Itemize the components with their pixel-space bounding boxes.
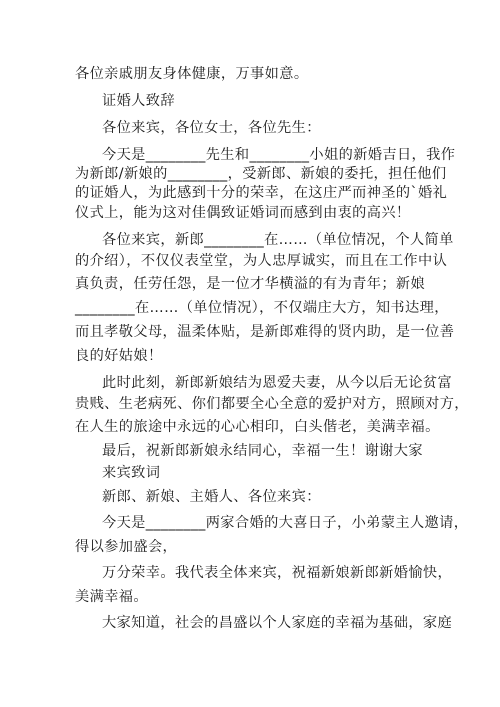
line-text: 万分荣幸。我代表全体来宾，祝福新娘新郎新婚愉快，	[102, 565, 453, 581]
line-text: 美满幸福。	[75, 589, 148, 605]
line-text: 今天是________两家合婚的大喜日子，小弟蒙主人邀请，	[102, 515, 469, 531]
text-line	[0, 251, 500, 271]
line-text: 各位来宾，各位女士，各位先生：	[102, 120, 321, 136]
line-text: 而且孝敬父母，温柔体贴，是新郎难得的贤内助，是一位善	[75, 324, 455, 340]
text-line	[0, 298, 500, 318]
line-text: 得以参加盛会，	[75, 539, 178, 555]
text-line	[0, 417, 500, 437]
text-line	[0, 487, 500, 507]
line-text: 在人生的旅途中永远的心心相印，白头偕老，美满幸福。	[75, 419, 440, 435]
text-line	[0, 613, 500, 633]
line-text: 来宾致词	[102, 465, 161, 481]
line-text: 大家知道，社会的昌盛以个人家庭的幸福为基础，家庭	[102, 615, 453, 631]
line-text: ________在……（单位情况），不仅端庄大方，知书达理，	[75, 300, 449, 316]
line-text: 各位来宾，新郎________在……（单位情况，个人简单	[102, 232, 454, 248]
text-line	[0, 203, 500, 223]
line-text: 证婚人致辞	[102, 93, 175, 109]
text-line	[0, 441, 500, 461]
line-text: 仪式上，能为这对佳偶致证婚词而感到由衷的高兴！	[75, 205, 411, 221]
line-text: 良的好姑娘！	[75, 348, 163, 364]
text-line	[0, 587, 500, 607]
text-line	[0, 373, 500, 393]
text-line	[0, 537, 500, 557]
text-line	[0, 394, 500, 414]
text-line	[0, 346, 500, 366]
line-text: 此时此刻，新郎新娘结为恩爱夫妻，从今以后无论贫富	[102, 375, 453, 391]
text-line	[0, 164, 500, 184]
line-text: 为新郎/新娘的________，受新郎、新娘的委托，担任他们	[75, 166, 447, 182]
line-text: 新郎、新娘、主婚人、各位来宾：	[102, 489, 321, 505]
line-text: 真负责，任劳任怨，是一位才华横溢的有为青年；新娘	[75, 276, 426, 292]
line-text: 的介绍），不仅仪表堂堂，为人忠厚诚实，而且在工作中认	[75, 253, 448, 269]
line-text: 的证婚人，为此感到十分的荣幸，在这庄严而神圣的`婚礼	[75, 185, 448, 201]
line-text: 贵贱、生老病死、你们都要全心全意的爱护对方，照顾对方，	[75, 396, 469, 412]
text-line	[0, 274, 500, 294]
line-text: 各位亲戚朋友身体健康，万事如意。	[75, 66, 309, 82]
line-text: 今天是________先生和________小姐的新婚吉日，我作	[102, 147, 456, 163]
section-heading	[0, 91, 500, 111]
text-line	[0, 118, 500, 138]
line-text: 最后，祝新郎新娘永结同心，幸福一生！谢谢大家	[102, 443, 423, 459]
text-line	[0, 145, 500, 165]
text-line	[0, 322, 500, 342]
text-line	[0, 513, 500, 533]
text-line	[0, 563, 500, 583]
text-line	[0, 183, 500, 203]
text-line	[0, 230, 500, 250]
text-line	[0, 64, 500, 84]
section-heading	[0, 463, 500, 483]
